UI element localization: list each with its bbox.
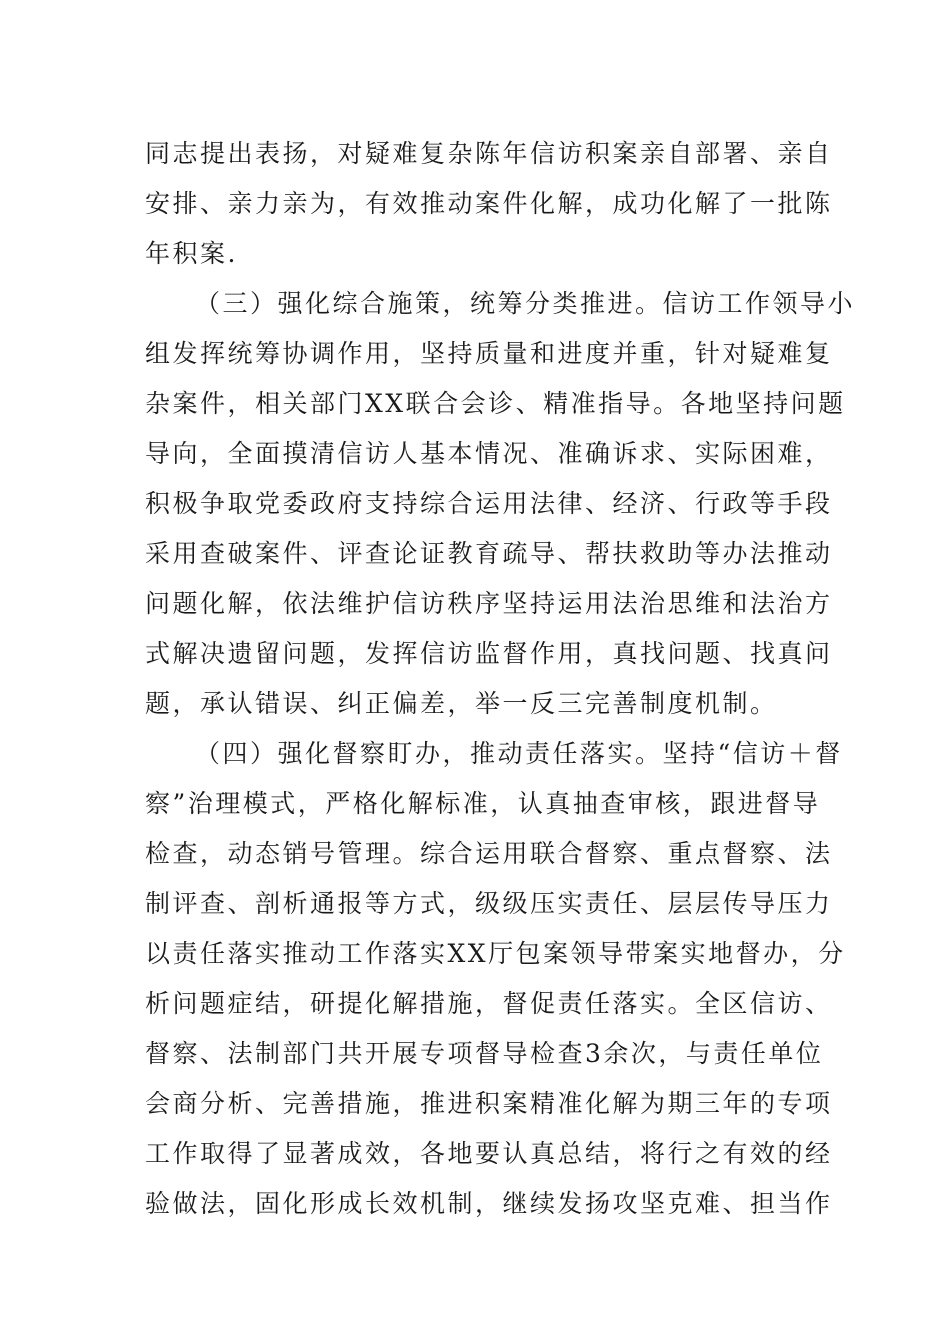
paragraph-3-first-line: （三）强化综合施策，统筹分类推进。信访工作领导小 bbox=[195, 289, 856, 318]
text-line: 积极争取党委政府支持综合运用法律、经济、行政等手段 bbox=[145, 489, 833, 518]
text-line: 问题化解，依法维护信访秩序坚持运用法治思维和法治方 bbox=[145, 589, 833, 618]
text-line: 同志提出表扬，对疑难复杂陈年信访积案亲自部署、亲自 bbox=[145, 139, 833, 168]
text-line: 采用查破案件、评查论证教育疏导、帮扶救助等办法推动 bbox=[145, 539, 833, 568]
text-line: 督察、法制部门共开展专项督导检查3余次，与责任单位 bbox=[145, 1039, 824, 1068]
text-line: 安排、亲力亲为，有效推动案件化解，成功化解了一批陈 bbox=[145, 189, 833, 218]
text-line: 检查，动态销号管理。综合运用联合督察、重点督察、法 bbox=[145, 839, 833, 868]
text-line: 会商分析、完善措施，推进积案精准化解为期三年的专项 bbox=[145, 1089, 833, 1118]
text-line: 组发挥统筹协调作用，坚持质量和进度并重，针对疑难复 bbox=[145, 339, 833, 368]
text-line: 导向，全面摸清信访人基本情况、准确诉求、实际困难， bbox=[145, 439, 833, 468]
text-line: 析问题症结，研提化解措施，督促责任落实。全区信访、 bbox=[145, 989, 833, 1018]
body-text bbox=[145, 129, 856, 1229]
text-line: 年积案. bbox=[145, 239, 238, 268]
text-line: 工作取得了显著成效，各地要认真总结，将行之有效的经 bbox=[145, 1139, 833, 1168]
text-line: 题，承认错误、纠正偏差，举一反三完善制度机制。 bbox=[145, 689, 778, 718]
text-line: 杂案件，相关部门XX联合会诊、精准指导。各地坚持问题 bbox=[145, 389, 846, 418]
paragraph-4-first-line: （四）强化督察盯办，推动责任落实。坚持“信访＋督 bbox=[195, 739, 843, 768]
text-line: 以责任落实推动工作落实XX厅包案领导带案实地督办，分 bbox=[145, 939, 846, 968]
text-line: 验做法，固化形成长效机制，继续发扬攻坚克难、担当作 bbox=[145, 1189, 833, 1218]
text-line: 察”治理模式，严格化解标准，认真抽查审核，跟进督导 bbox=[145, 789, 821, 818]
text-line: 式解决遗留问题，发挥信访监督作用，真找问题、找真问 bbox=[145, 639, 833, 668]
text-line: 制评查、剖析通报等方式，级级压实责任、层层传导压力 bbox=[145, 889, 833, 918]
